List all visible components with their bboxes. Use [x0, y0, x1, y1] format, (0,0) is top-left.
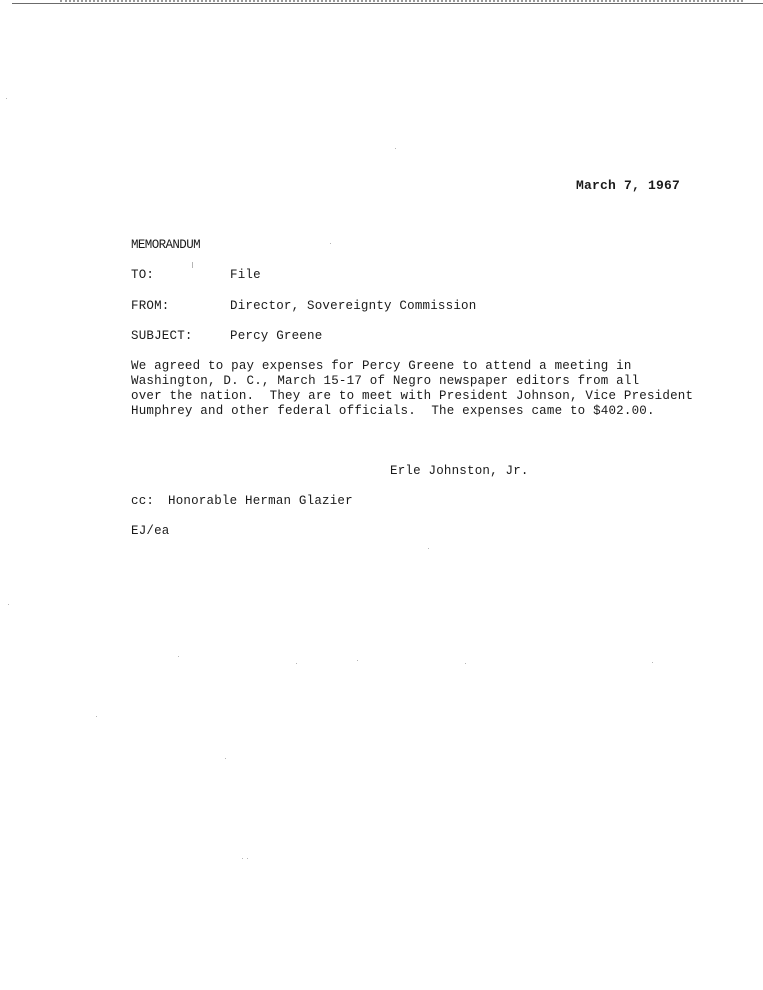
top-edge-line — [12, 3, 763, 4]
scan-speck — [242, 858, 243, 859]
scan-speck — [247, 858, 248, 859]
top-edge-rule — [0, 0, 763, 6]
scan-speck — [652, 662, 653, 663]
from-value: Director, Sovereignty Commission — [230, 299, 477, 313]
from-label: FROM: — [131, 299, 170, 313]
subject-label: SUBJECT: — [131, 329, 193, 343]
memo-date: March 7, 1967 — [576, 178, 681, 193]
scan-speck — [357, 660, 358, 661]
scan-speck — [330, 243, 331, 244]
memo-body-line: Washington, D. C., March 15-17 of Negro newspaper editors from all — [131, 374, 640, 388]
scan-speck — [96, 716, 97, 717]
scan-speck — [6, 98, 7, 99]
scan-speck — [225, 758, 226, 759]
scan-speck — [296, 663, 297, 664]
memo-body-line: We agreed to pay expenses for Percy Greene to attend a meeting in — [131, 359, 632, 373]
scan-speck — [395, 148, 396, 149]
memo-title: MEMORANDUM — [131, 238, 201, 252]
memo-body-line: Humphrey and other federal officials. The expenses came to $402.00. — [131, 404, 655, 418]
scan-speck — [178, 656, 179, 657]
scan-speck — [8, 604, 9, 605]
memo-body-line: over the nation. They are to meet with President Johnson, Vice President — [131, 389, 694, 403]
cc-label: cc: — [131, 494, 155, 508]
scan-speck — [428, 548, 429, 549]
signature-line: Erle Johnston, Jr. — [390, 464, 529, 478]
subject-value: Percy Greene — [230, 329, 323, 343]
cc-value: Honorable Herman Glazier — [168, 494, 353, 508]
scan-speck — [192, 262, 193, 268]
top-edge-dots — [60, 0, 743, 2]
to-value: File — [230, 268, 261, 282]
typist-initials: EJ/ea — [131, 524, 170, 538]
scan-speck — [465, 663, 466, 664]
to-label: TO: — [131, 268, 155, 282]
